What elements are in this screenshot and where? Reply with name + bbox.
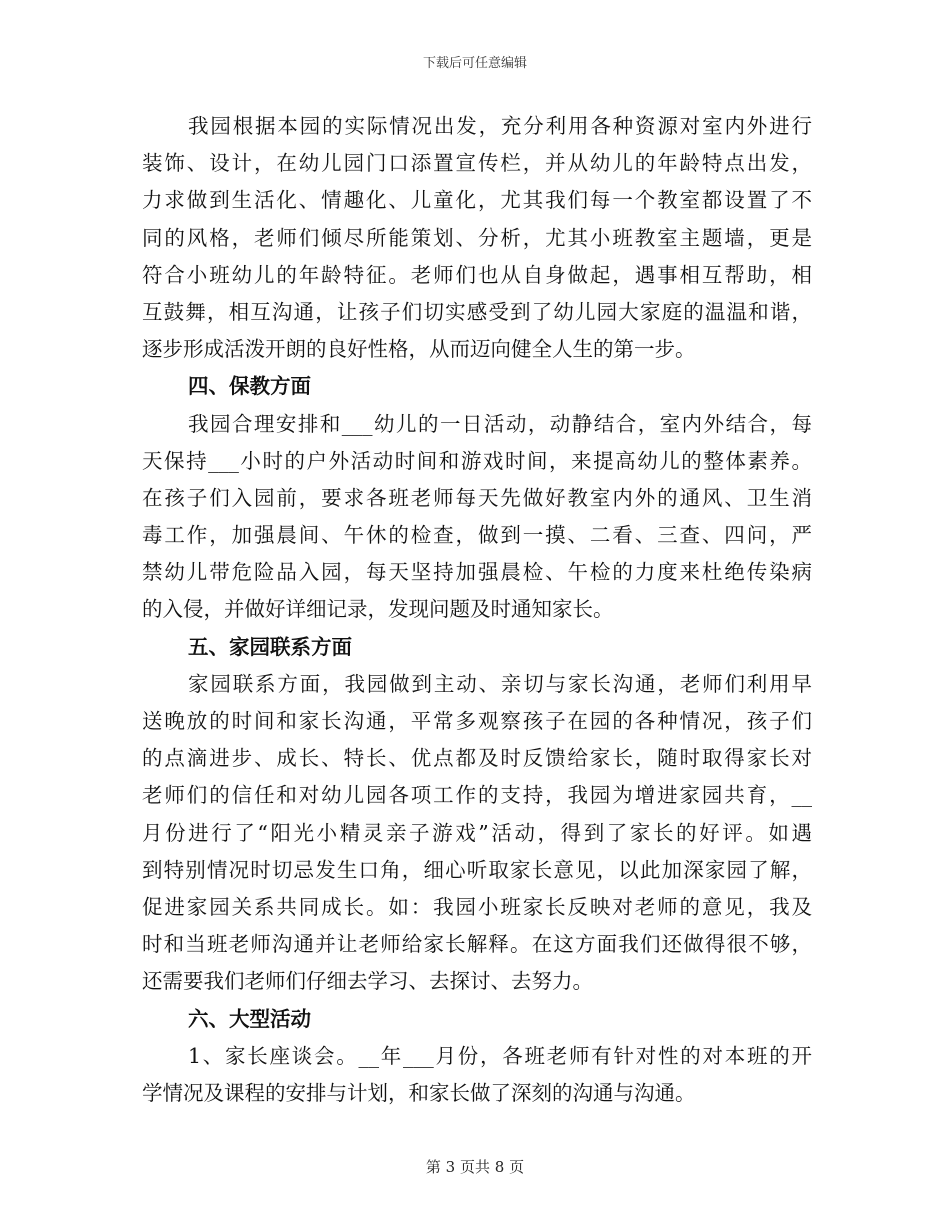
body-text-line: 禁幼儿带危险品入园，每天坚持加强晨检、午检的力度来杜绝传染病: [142, 560, 812, 585]
page-footer: 第 3 页共 8 页: [425, 1158, 525, 1176]
body-text-line: 家园联系方面，我园做到主动、亲切与家长沟通，老师们利用早: [188, 671, 812, 696]
body-text-line: 天保持___小时的户外活动时间和游戏时间，来提高幼儿的整体素养。: [142, 448, 812, 473]
body-text-line: 力求做到生活化、情趣化、儿童化，尤其我们每一个教室都设置了不: [142, 188, 812, 213]
body-text-line: 1、家长座谈会。__年___月份，各班老师有针对性的对本班的开: [188, 1043, 812, 1068]
body-text-line: 月份进行了“阳光小精灵亲子游戏”活动，得到了家长的好评。如遇: [142, 820, 812, 845]
body-text-line: 我园合理安排和___幼儿的一日活动，动静结合，室内外结合，每: [188, 411, 812, 436]
body-text-line: 装饰、设计，在幼儿园门口添置宣传栏，并从幼儿的年龄特点出发，: [142, 151, 812, 176]
body-text-line: 老师们的信任和对幼儿园各项工作的支持，我园为增进家园共育，__: [142, 783, 812, 808]
body-text-line: 符合小班幼儿的年龄特征。老师们也从自身做起，遇事相互帮助，相: [142, 262, 812, 287]
body-text-line: 我园根据本园的实际情况出发，充分利用各种资源对室内外进行: [188, 114, 812, 138]
body-text-line: 的入侵，并做好详细记录，发现问题及时通知家长。: [142, 597, 614, 622]
body-text-line: 的点滴进步、成长、特长、优点都及时反馈给家长，随时取得家长对: [142, 746, 812, 771]
body-text-line: 送晚放的时间和家长沟通，平常多观察孩子在园的各种情况，孩子们: [142, 709, 812, 733]
body-text-line: 还需要我们老师们仔细去学习、去探讨、去努力。: [142, 969, 593, 994]
section-heading: 六、大型活动: [188, 1006, 311, 1031]
section-heading: 五、家园联系方面: [188, 634, 352, 659]
document-body: [142, 108, 812, 1112]
body-text-line: 毒工作，加强晨间、午休的检查，做到一摸、二看、三查、四问，严: [142, 523, 812, 548]
body-text-line: 在孩子们入园前，要求各班老师每天先做好教室内外的通风、卫生消: [142, 485, 812, 510]
body-text-line: 学情况及课程的安排与计划，和家长做了深刻的沟通与沟通。: [142, 1080, 696, 1105]
body-text-line: 时和当班老师沟通并让老师给家长解释。在这方面我们还做得很不够，: [142, 932, 812, 957]
body-text-line: 逐步形成活泼开朗的良好性格，从而迈向健全人生的第一步。: [142, 337, 696, 362]
body-text-line: 同的风格，老师们倾尽所能策划、分析，尤其小班教室主题墙，更是: [142, 225, 812, 250]
section-heading: 四、保教方面: [188, 374, 311, 399]
body-text-line: 到特别情况时切忌发生口角，细心听取家长意见，以此加深家园了解，: [142, 857, 812, 882]
body-text-line: 促进家园关系共同成长。如：我园小班家长反映对老师的意见，我及: [142, 894, 812, 919]
page-header: 下载后可任意编辑: [422, 56, 527, 71]
body-text-line: 互鼓舞，相互沟通，让孩子们切实感受到了幼儿园大家庭的温温和谐，: [142, 299, 812, 324]
